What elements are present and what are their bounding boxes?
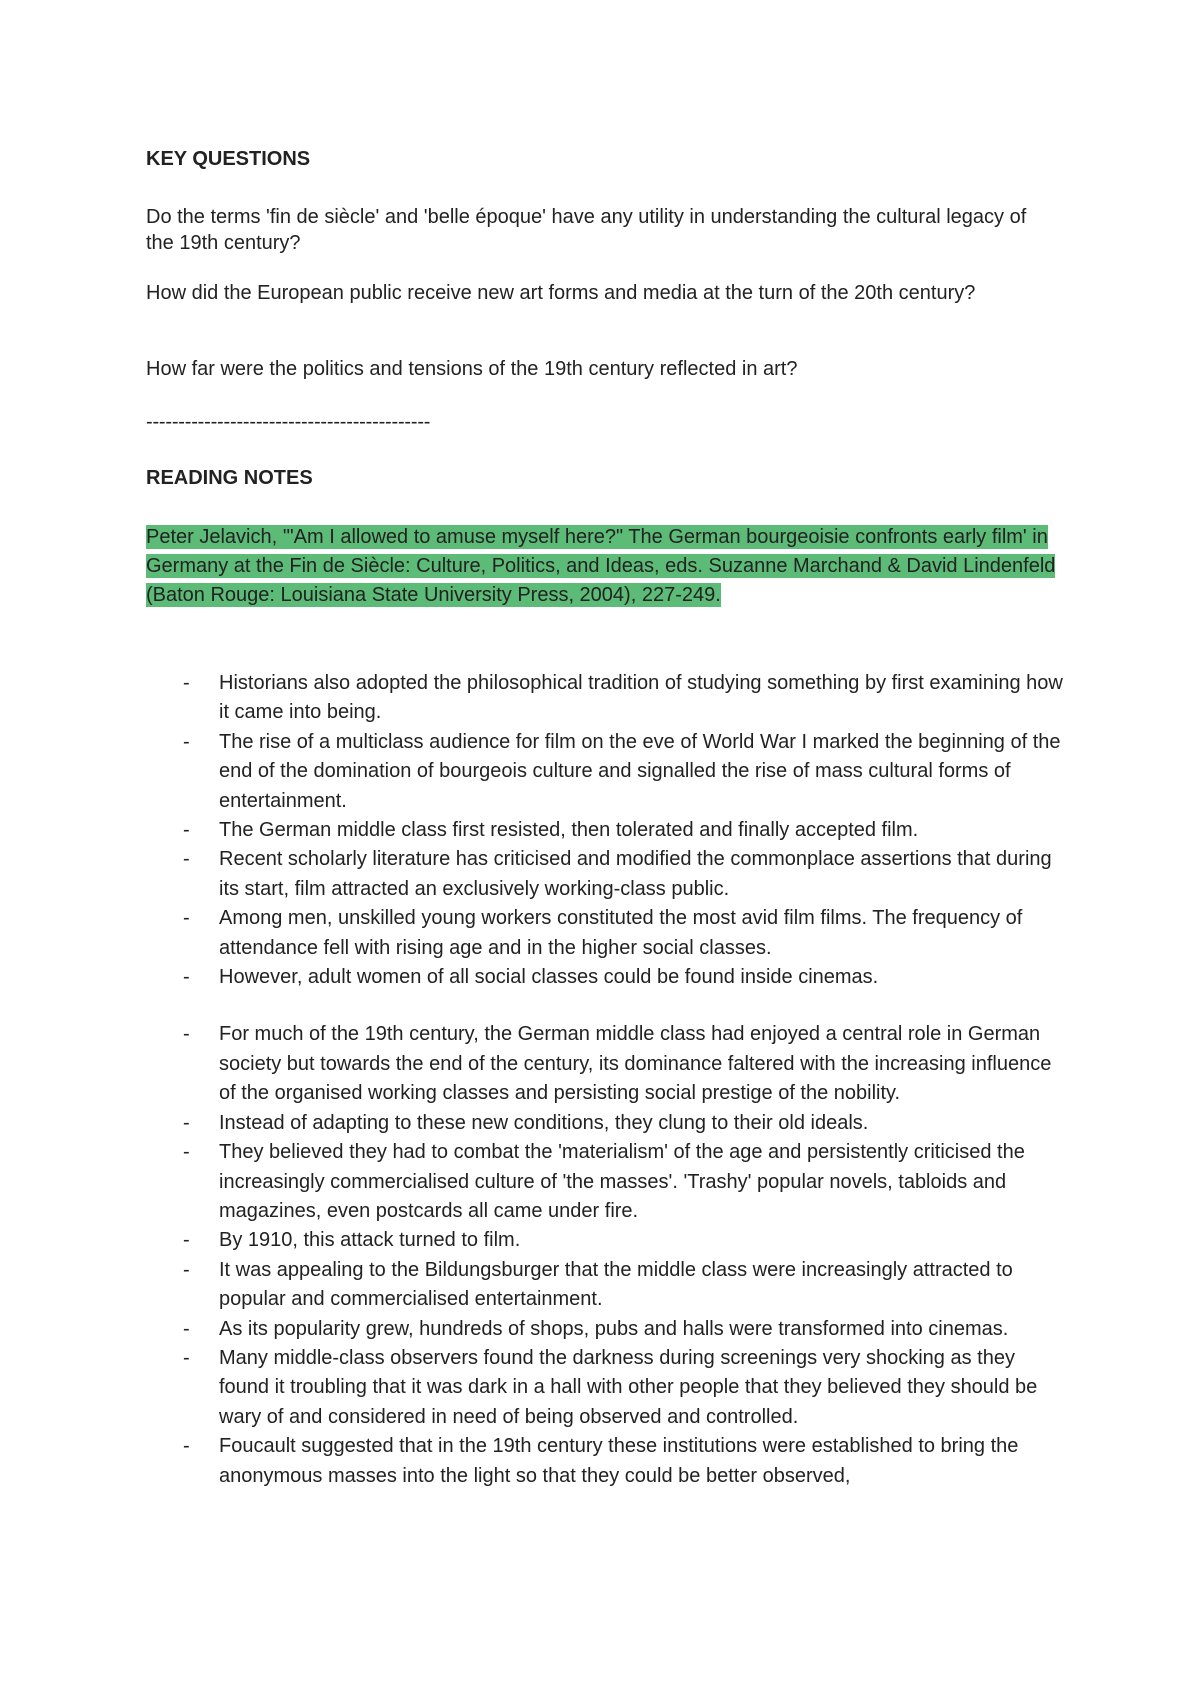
list-item-text: It was appealing to the Bildungsburger that the middle class were increasingly attracted to popular and commercialised entertainment. [219,1258,1013,1311]
list-item [146,1020,1066,1108]
bullet-marker: - [183,1111,190,1134]
list-item [146,728,1066,816]
reading-notes-heading: READING NOTES [146,467,313,489]
bullet-marker: - [183,1229,190,1252]
list-item-text: The German middle class first resisted, then tolerated and finally accepted film. [219,819,919,842]
key-questions-heading: KEY QUESTIONS [146,148,311,170]
list-item-text: The rise of a multiclass audience for film on the eve of World War I marked the beginning of the end of the domination of bourgeois culture and signalled the rise of mass cultural forms of entertainment. [219,730,1061,812]
bullet-marker: - [183,1141,190,1164]
question-1: Do the terms 'fin de siècle' and 'belle époque' have any utility in understanding the cultural legacy of the 19th century? [146,206,1027,254]
list-item-text: As its popularity grew, hundreds of shops, pubs and halls were transformed into cinemas. [219,1317,1009,1340]
bullet-marker: - [183,1258,190,1281]
citation-highlight: Peter Jelavich, '"Am I allowed to amuse myself here?" The German bourgeoisie confronts early film' in Germany at the Fin de Siècle: Culture, Politics, and Ideas, eds. Suzanne Marchand & David Lindenfeld (Baton Rouge: Louisiana State University Press, 2004), 227-249. [146,526,1056,606]
list-item-text: Among men, unskilled young workers constituted the most avid film films. The frequency of attendance fell with rising age and in the higher social classes. [219,907,1023,959]
bullet-marker: - [183,730,190,753]
bullet-marker: - [183,907,190,930]
list-item [146,1226,1066,1255]
list-item-text: By 1910, this attack turned to film. [219,1229,521,1252]
bullet-marker: - [183,1435,190,1458]
list-item-text: Instead of adapting to these new conditions, they clung to their old ideals. [219,1111,869,1134]
bullet-marker: - [183,819,190,842]
list-item-text: Foucault suggested that in the 19th century these institutions were established to bring the anonymous masses into the light so that they could be better observed, [219,1435,1019,1487]
list-item [146,669,1066,728]
list-item [146,1432,1066,1491]
list-item-text: Recent scholarly literature has criticised and modified the commonplace assertions that during its start, film attracted an exclusively working-class public. [219,848,1052,900]
section-divider: -------------------------------------------- [146,411,431,433]
list-item-text: For much of the 19th century, the German middle class had enjoyed a central role in German society but towards the end of the century, its dominance faltered with the increasing influence of the organised working classes and persisting social prestige of the nobility. [219,1023,1052,1105]
list-item [146,1315,1066,1344]
list-item [146,963,1066,992]
list-item [146,1109,1066,1138]
list-item [146,1138,1066,1226]
list-item-text: They believed they had to combat the 'materialism' of the age and persistently criticised the increasingly commercialised culture of 'the masses'. 'Trashy' popular novels, tabloids and magazines, even postcards all came under fire. [219,1141,1025,1222]
list-item [146,1256,1066,1315]
question-2: How did the European public receive new art forms and media at the turn of the 20th century? [146,282,976,304]
list-item-text: Historians also adopted the philosophical tradition of studying something by first examining how it came into being. [219,672,1063,724]
list-item-text: However, adult women of all social classes could be found inside cinemas. [219,966,879,989]
notes-list [146,669,1066,1491]
bullet-marker: - [183,1317,190,1340]
list-item [146,1344,1066,1432]
question-3: How far were the politics and tensions of the 19th century reflected in art? [146,358,798,380]
bullet-marker: - [183,672,190,694]
citation [146,523,1056,610]
bullet-marker: - [183,848,190,871]
list-item-text: Many middle-class observers found the darkness during screenings very shocking as they found it troubling that it was dark in a hall with other people that they believed they should be wary of and considered in need of being observed and controlled. [219,1346,1038,1428]
bullet-marker: - [183,1023,190,1046]
list-item [146,845,1066,904]
bullet-marker: - [183,1346,190,1369]
list-item [146,904,1066,963]
list-item [146,816,1066,845]
bullet-marker: - [183,966,190,989]
